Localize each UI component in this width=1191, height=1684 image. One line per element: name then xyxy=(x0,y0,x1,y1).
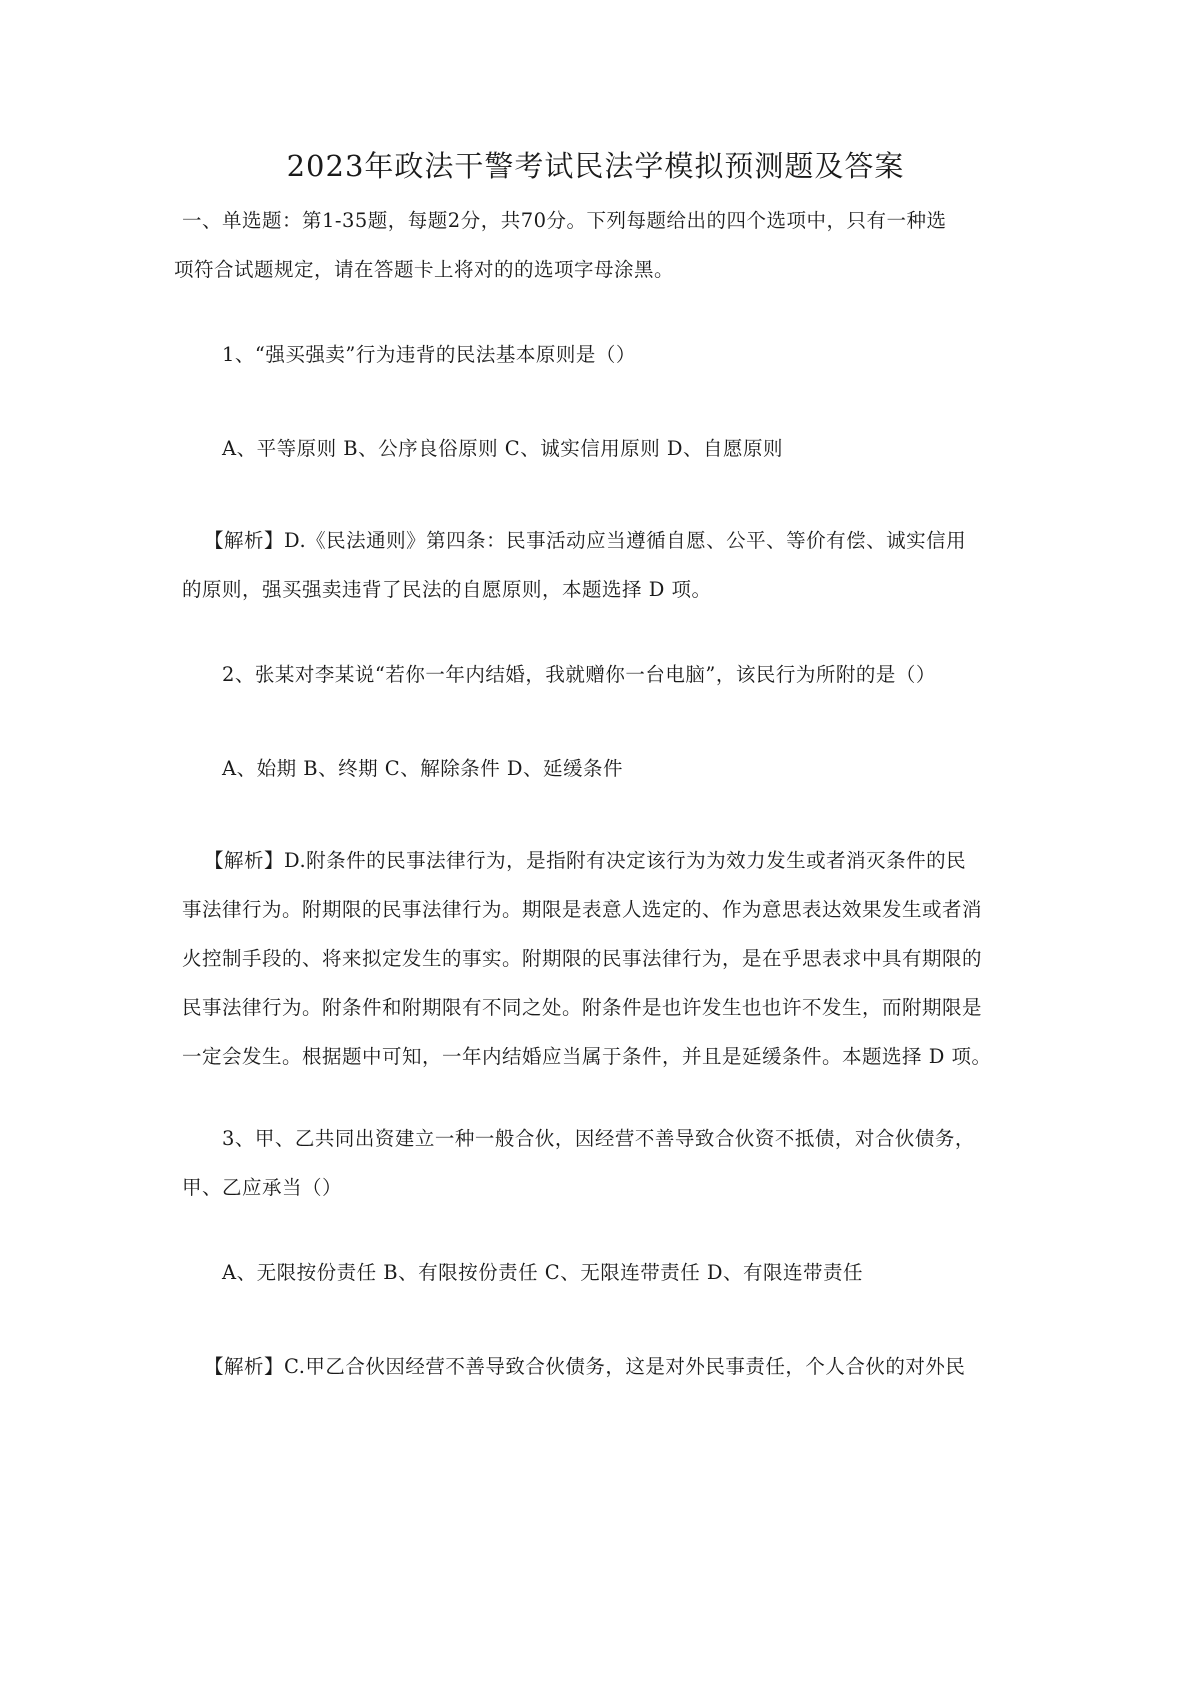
question-1-stem: 1、“强买强卖”行为违背的民法基本原则是（） xyxy=(222,343,636,366)
section-header-line-1: 一、单选题：第1-35题，每题2分，共70分。下列每题给出的四个选项中，只有一种选 xyxy=(182,209,947,232)
analysis-line: 的原则，强买强卖违背了民法的自愿原则，本题选择 D 项。 xyxy=(182,578,712,601)
question-1-options: A、平等原则 B、公序良俗原则 C、诚实信用原则 D、自愿原则 xyxy=(222,437,784,460)
analysis-line: 一定会发生。根据题中可知，一年内结婚应当属于条件，并且是延缓条件。本题选择 D 项。 xyxy=(182,1045,992,1068)
question-2-stem: 2、张某对李某说“若你一年内结婚，我就赠你一台电脑”，该民行为所附的是（） xyxy=(222,663,936,686)
question-2-analysis xyxy=(182,836,1017,1081)
section-header-line-2: 项符合试题规定，请在答题卡上将对的的选项字母涂黑。 xyxy=(174,258,675,281)
question-3-stem: 3、甲、乙共同出资建立一种一般合伙，因经营不善导致合伙资不抵债，对合伙债务， 甲、乙应承当（） xyxy=(182,1127,975,1199)
analysis-line: 民事法律行为。附条件和附期限有不同之处。附条件是也许发生也也许不发生，而附期限是 xyxy=(182,996,983,1019)
analysis-line: 事法律行为。附期限的民事法律行为。期限是表意人选定的、作为意思表达效果发生或者消 xyxy=(182,898,983,921)
analysis-line: 【解析】C.甲乙合伙因经营不善导致合伙债务，这是对外民事责任，个人合伙的对外民 xyxy=(204,1355,966,1378)
question-2-options: A、始期 B、终期 C、解除条件 D、延缓条件 xyxy=(222,757,624,780)
analysis-line: 【解析】D.《民法通则》第四条：民事活动应当遵循自愿、公平、等价有偿、诚实信用 xyxy=(204,529,967,552)
document-title: 2023年政法干警考试民法学模拟预测题及答案 xyxy=(286,149,905,183)
analysis-line: 【解析】D.附条件的民事法律行为，是指附有决定该行为为效力发生或者消灭条件的民 xyxy=(204,849,967,872)
question-1-analysis xyxy=(182,516,1017,614)
analysis-line: 火控制手段的、将来拟定发生的事实。附期限的民事法律行为，是在乎思表求中具有期限的 xyxy=(182,947,983,970)
question-3-analysis xyxy=(182,1342,1017,1391)
section-header xyxy=(174,196,1009,294)
question-3-options: A、无限按份责任 B、有限按份责任 C、无限连带责任 D、有限连带责任 xyxy=(222,1261,864,1284)
